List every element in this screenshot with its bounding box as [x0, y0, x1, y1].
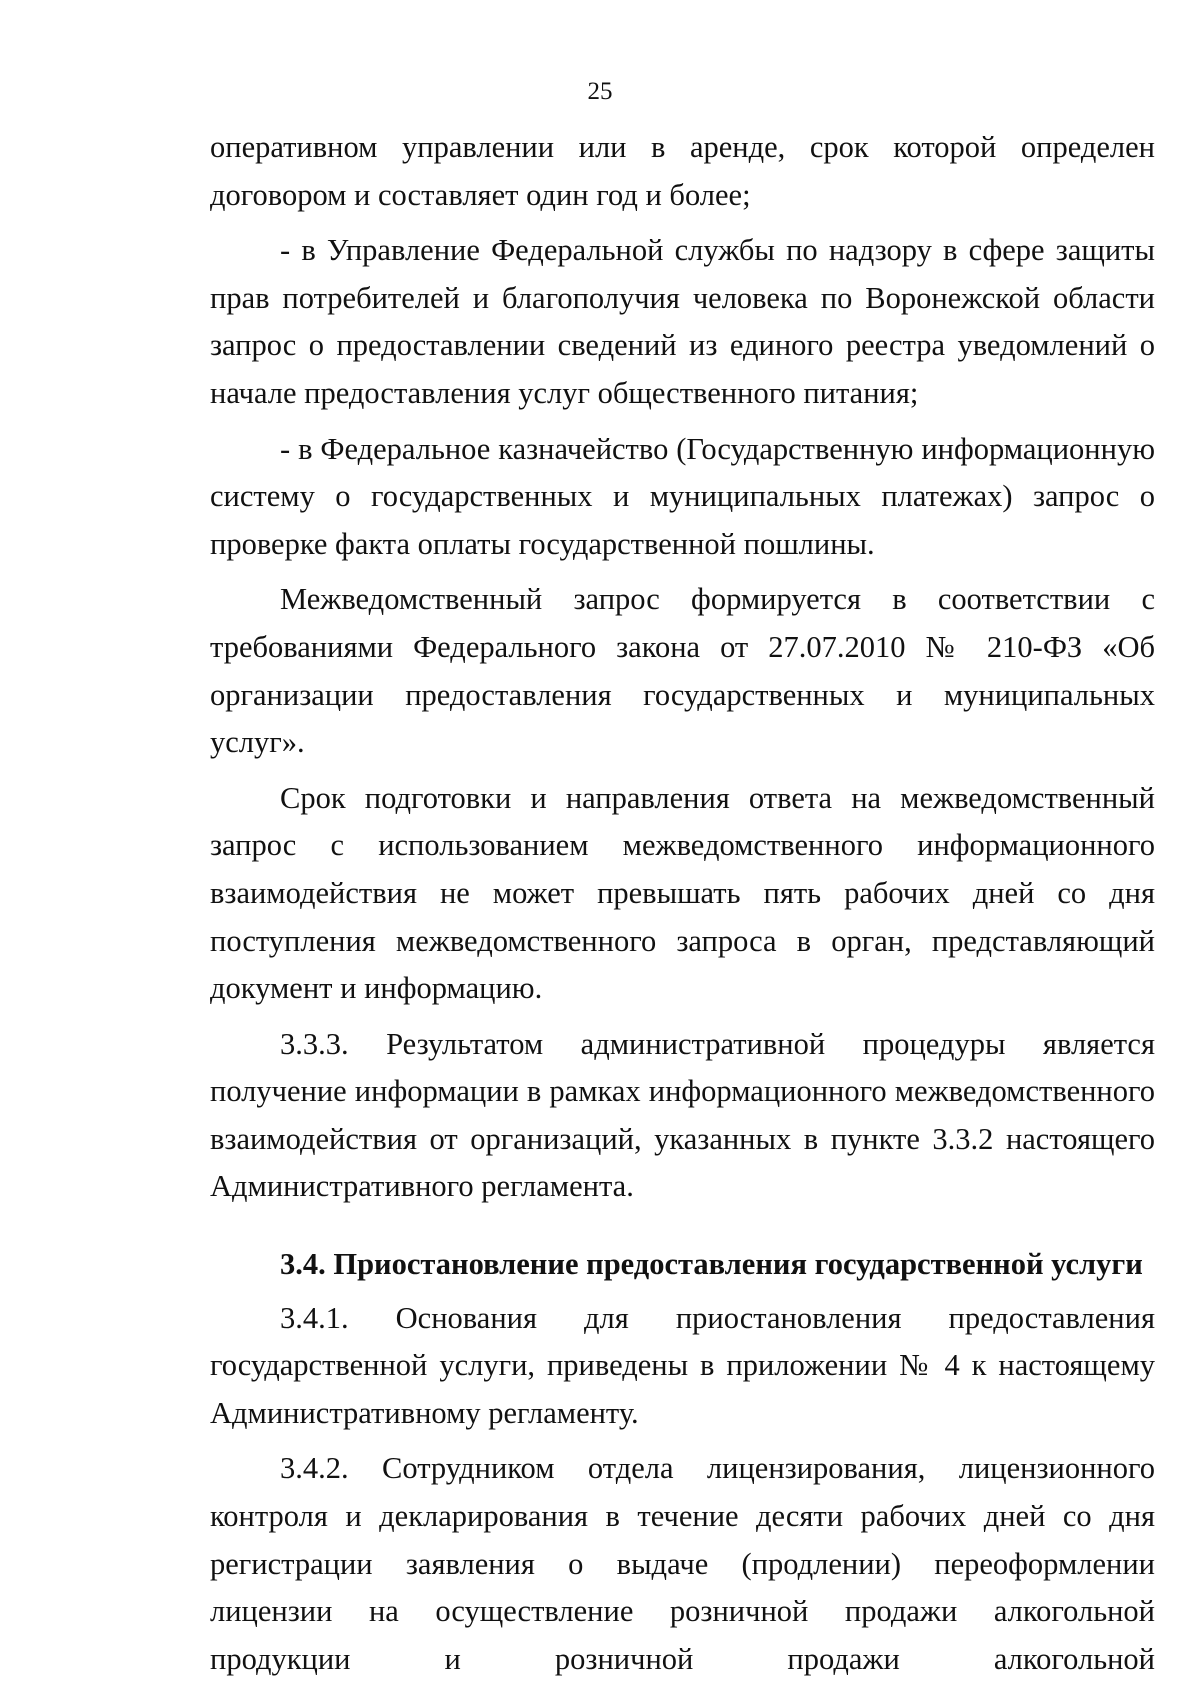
paragraph-interagency-request: Межведомственный запрос формируется в соответствии с требованиями Федерального закона от 27.07.2010 № 210-ФЗ «Об организации предоставления государственных и муниципальных услуг». [210, 582, 1155, 760]
paragraph-procedure-result: 3.3.3. Результатом административной процедуры является получение информации в рамках информационного межведомственного взаимодействия от организаций, указанных в пункте 3.3.2 настоящего Административного регламента. [210, 1026, 1155, 1204]
paragraph-treasury-request: - в Федеральное казначейство (Государственную информационную систему о государственных и муниципальных платежах) запрос о проверке факта оплаты государственной пошлины. [210, 431, 1155, 561]
paragraph-continuation: оперативном управлении или в аренде, срок которой определен договором и составляет один год и более; [210, 130, 1155, 212]
page-number: 25 [587, 78, 613, 105]
section-heading: 3.4. Приостановление предоставления государственной услуги [280, 1247, 1143, 1282]
paragraph-rospotrebnadzor-request: - в Управление Федеральной службы по надзору в сфере защиты прав потребителей и благополучия человека по Воронежской области запрос о предоставлении сведений из единого реестра уведомлений о начале предоставления услуг общественного питания; [210, 233, 1155, 410]
document-body [210, 124, 1155, 1683]
paragraph-response-deadline: Срок подготовки и направления ответа на межведомственный запрос с использованием межведомственного информационного взаимодействия не может превышать пять рабочих дней со дня поступления межведомственного запроса в орган, представляющий документ и информацию. [210, 780, 1155, 1006]
paragraph-suspension-grounds: 3.4.1. Основания для приостановления предоставления государственной услуги, приведены в приложении № 4 к настоящему Административному регламенту. [210, 1300, 1155, 1430]
paragraph-licensing-department: 3.4.2. Сотрудником отдела лицензирования, лицензионного контроля и декларирования в течение десяти рабочих дней со дня регистрации заявления о выдаче (продлении) переоформлении лицензии на осуществление розничной продажи алкогольной продукции и розничной продажи алкогольной [210, 1451, 1155, 1676]
